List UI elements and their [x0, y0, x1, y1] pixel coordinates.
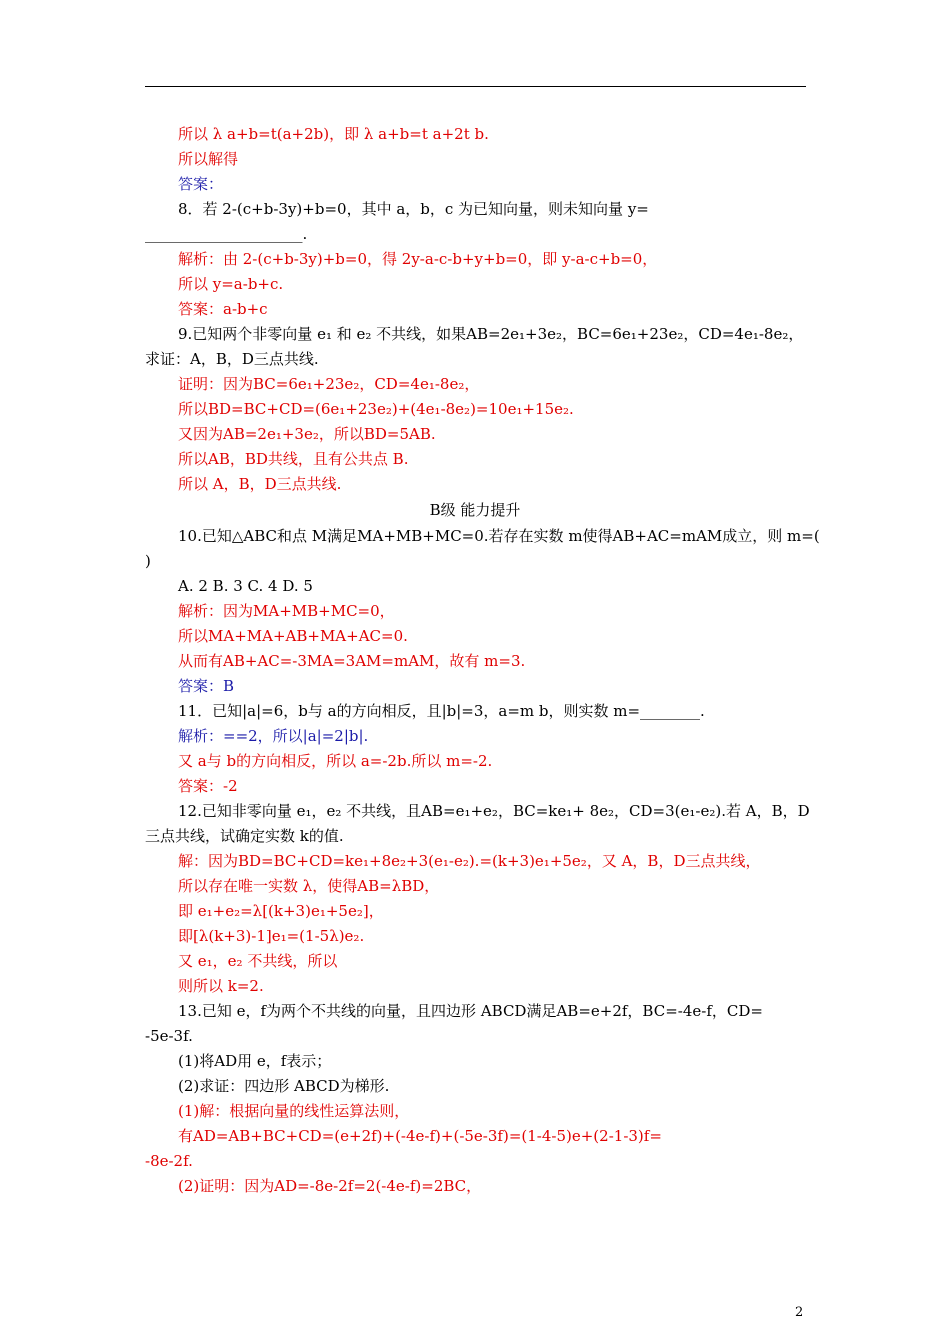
text-line: 解析：因为MA+MB+MC=0， — [178, 602, 395, 620]
text-line: ) — [145, 552, 151, 570]
text-line: _____________________. — [145, 225, 308, 243]
text-line: (2)证明：因为AD=-8e-2f=2(-4e-f)=2BC， — [178, 1177, 482, 1195]
text-line: 解：因为BD=BC+CD=ke₁+8e₂+3(e₁-e₂).=(k+3)e₁+5e₂，又 A，B，D三点共线， — [178, 852, 761, 870]
text-line: A. 2 B. 3 C. 4 D. 5 — [178, 577, 313, 595]
text-line: 解析：由 2-(c+b-3y)+b=0，得 2y-a-c-b+y+b=0，即 y-a-c+b=0， — [178, 250, 658, 268]
text-line: 所以AB，BD共线，且有公共点 B. — [178, 450, 409, 468]
text-line: 所以BD=BC+CD=(6e₁+23e₂)+(4e₁-8e₂)=10e₁+15e₂. — [178, 400, 574, 418]
text-line: 又 e₁，e₂ 不共线，所以 — [178, 952, 338, 970]
text-line: 则所以 k=2. — [178, 977, 264, 995]
text-line: 所以 y=a-b+c. — [178, 275, 284, 293]
text-line: 即 e₁+e₂=λ[(k+3)e₁+5e₂]， — [178, 902, 384, 920]
text-line: 从而有AB+AC=-3MA=3AM=mAM，故有 m=3. — [178, 652, 526, 670]
text-line: 答案：B — [178, 677, 235, 695]
header-rule — [145, 86, 806, 87]
text-line: 三点共线，试确定实数 k的值. — [145, 827, 344, 845]
text-line: (1)解：根据向量的线性运算法则， — [178, 1102, 410, 1120]
text-line: 求证：A，B，D三点共线. — [145, 350, 319, 368]
text-line: 12.已知非零向量 e₁，e₂ 不共线，且AB=e₁+e₂，BC=ke₁+ 8e₂，CD=3(e₁-e₂).若 A，B，D — [178, 802, 810, 820]
text-line: 所以MA+MA+AB+MA+AC=0. — [178, 627, 408, 645]
text-line: 所以 λ a+b=t(a+2b)，即 λ a+b=t a+2t b. — [178, 125, 489, 143]
text-line: 10.已知△ABC和点 M满足MA+MB+MC=0.若存在实数 m使得AB+AC=mAM成立，则 m=( — [178, 527, 820, 545]
text-line: 所以解得 — [178, 150, 239, 168]
text-line: 9.已知两个非零向量 e₁ 和 e₂ 不共线，如果AB=2e₁+3e₂，BC=6e₁+23e₂，CD=4e₁-8e₂， — [178, 325, 804, 343]
text-line: 8．若 2-(c+b-3y)+b=0，其中 a，b，c 为已知向量，则未知向量 y= — [178, 200, 649, 218]
text-line: 又因为AB=2e₁+3e₂，所以BD=5AB. — [178, 425, 436, 443]
text-line: 即[λ(k+3)-1]e₁=(1-5λ)e₂. — [178, 927, 365, 945]
text-line: 答案：a-b+c — [178, 300, 268, 318]
text-line: -5e-3f. — [145, 1027, 193, 1045]
text-line: 解析：==2，所以|a|=2|b|. — [178, 727, 369, 745]
text-line: B级 能力提升 — [429, 501, 521, 519]
text-line: 11．已知|a|=6，b与 a的方向相反，且|b|=3，a=m b，则实数 m=________. — [178, 702, 705, 720]
page-number: 2 — [795, 1305, 804, 1320]
text-line: 答案：-2 — [178, 777, 238, 795]
text-line: 有AD=AB+BC+CD=(e+2f)+(-4e-f)+(-5e-3f)=(1-4-5)e+(2-1-3)f= — [178, 1127, 662, 1145]
text-line: 所以 A，B，D三点共线. — [178, 475, 342, 493]
text-line: (2)求证：四边形 ABCD为梯形. — [178, 1077, 390, 1095]
text-line: 13.已知 e，f为两个不共线的向量，且四边形 ABCD满足AB=e+2f，BC=-4e-f，CD= — [178, 1002, 763, 1020]
text-line: 证明：因为BC=6e₁+23e₂，CD=4e₁-8e₂， — [178, 375, 480, 393]
text-line: 又 a与 b的方向相反，所以 a=-2b.所以 m=-2. — [178, 752, 493, 770]
text-line: 答案： — [178, 175, 224, 193]
text-line: -8e-2f. — [145, 1152, 193, 1170]
text-line: 所以存在唯一实数 λ，使得AB=λBD， — [178, 877, 440, 895]
text-line: (1)将AD用 e，f表示； — [178, 1052, 332, 1070]
